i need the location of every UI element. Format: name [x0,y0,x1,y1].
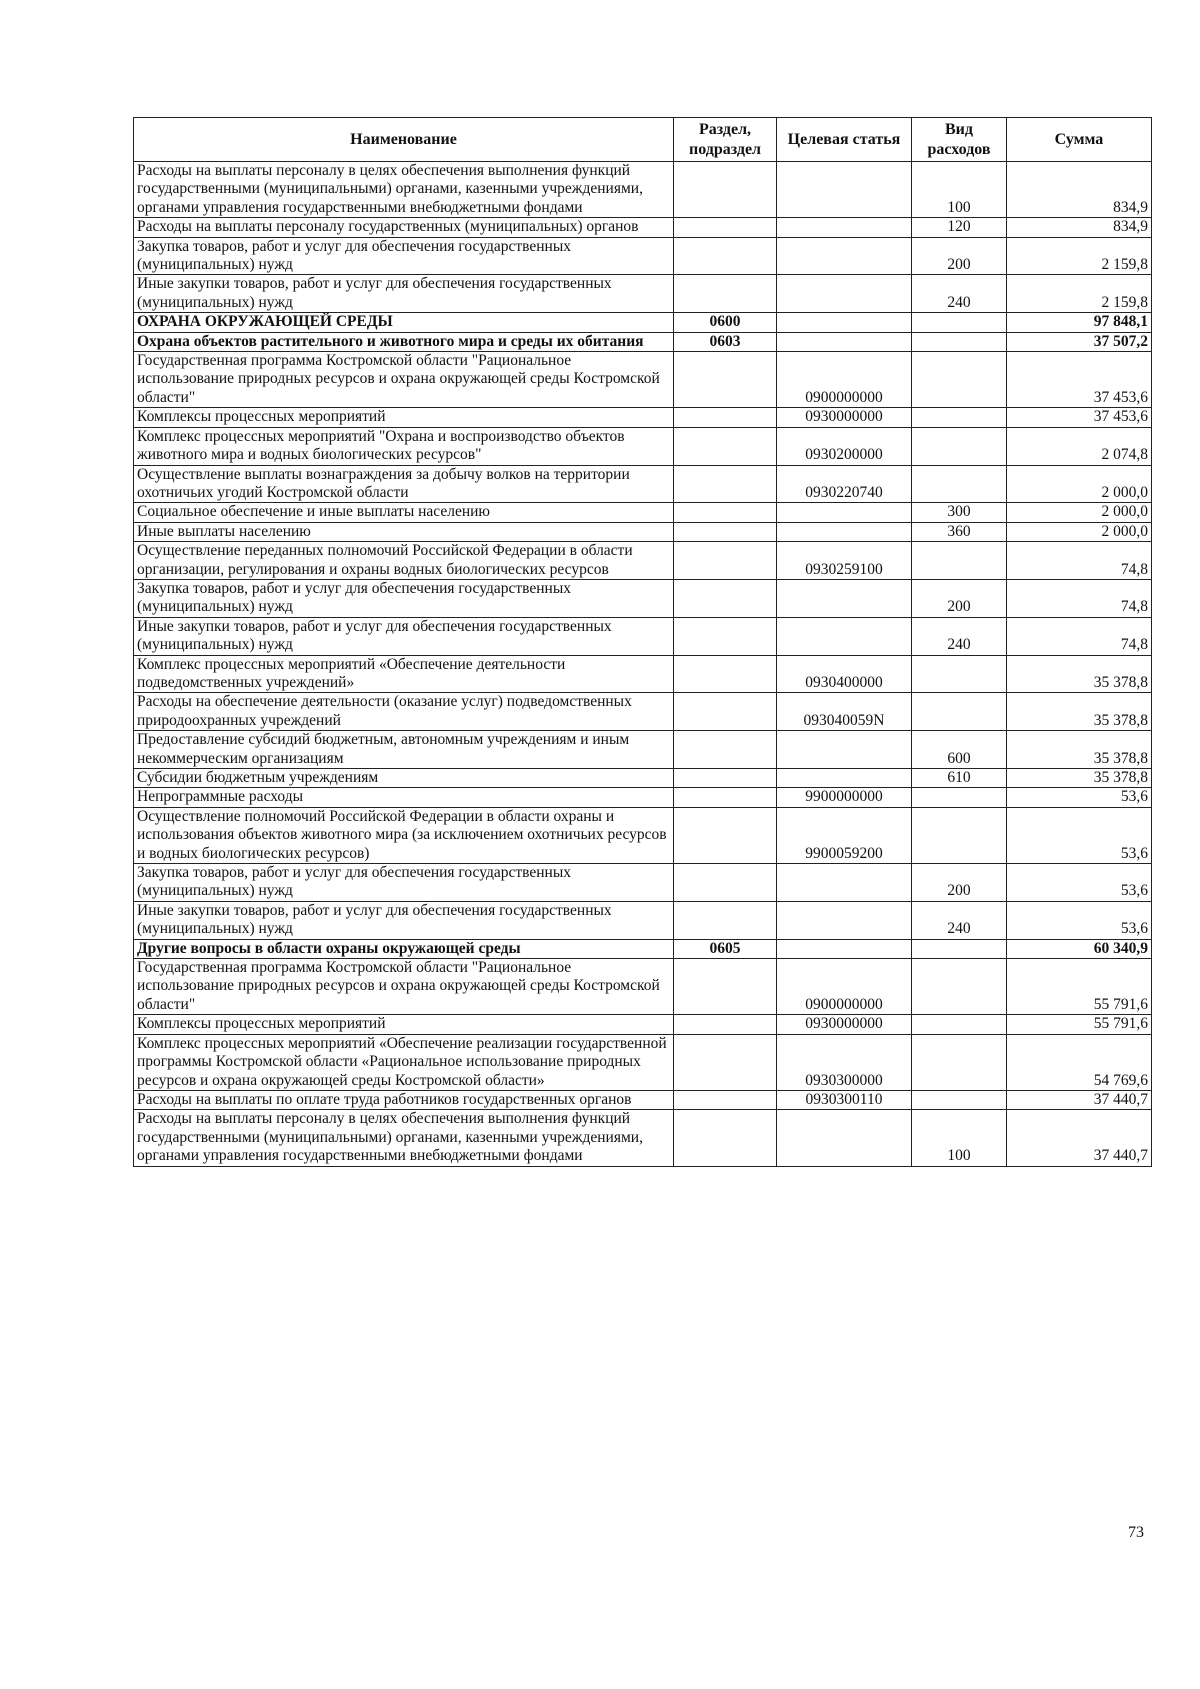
cell-section [674,427,777,465]
cell-section [674,352,777,408]
cell-name: Комплексы процессных мероприятий [134,1015,674,1034]
cell-section [674,218,777,237]
cell-article [777,522,912,541]
cell-kind [912,959,1007,1015]
cell-name: Предоставление субсидий бюджетным, автономным учреждениям и иным некоммерческим организациям [134,731,674,769]
cell-kind: 120 [912,218,1007,237]
table-body [134,162,1152,1167]
cell-section [674,579,777,617]
cell-article: 093040059N [777,693,912,731]
cell-article [777,313,912,332]
cell-kind: 200 [912,579,1007,617]
cell-section [674,1034,777,1090]
table-row [134,1090,1152,1109]
cell-section [674,769,777,788]
table-row [134,731,1152,769]
cell-name: Комплексы процессных мероприятий [134,408,674,427]
table-row [134,693,1152,731]
cell-section [674,731,777,769]
cell-sum: 53,6 [1007,864,1152,902]
cell-name: Непрограммные расходы [134,788,674,807]
cell-article: 0930000000 [777,1015,912,1034]
cell-kind [912,352,1007,408]
cell-name: Иные закупки товаров, работ и услуг для обеспечения государственных (муниципальных) нужд [134,275,674,313]
cell-name: Комплекс процессных мероприятий «Обеспечение деятельности подведомственных учреждений» [134,655,674,693]
cell-kind [912,788,1007,807]
table-row [134,408,1152,427]
cell-section: 0605 [674,939,777,958]
cell-name: Государственная программа Костромской области "Рациональное использование природных ресурсов и охрана окружающей среды Костромской области" [134,352,674,408]
table-row [134,162,1152,218]
cell-section [674,693,777,731]
cell-kind: 100 [912,162,1007,218]
cell-article [777,939,912,958]
cell-name: Осуществление выплаты вознаграждения за добычу волков на территории охотничьих угодий Костромской области [134,465,674,503]
table-row [134,332,1152,351]
cell-sum: 60 340,9 [1007,939,1152,958]
cell-sum: 35 378,8 [1007,769,1152,788]
cell-kind [912,1015,1007,1034]
cell-name: Закупка товаров, работ и услуг для обеспечения государственных (муниципальных) нужд [134,579,674,617]
cell-kind [912,1090,1007,1109]
cell-name: Комплекс процессных мероприятий "Охрана и воспроизводство объектов животного мира и водных биологических ресурсов" [134,427,674,465]
cell-article: 0930300110 [777,1090,912,1109]
header-sum: Сумма [1007,118,1152,162]
table-row [134,522,1152,541]
cell-article [777,769,912,788]
cell-section [674,408,777,427]
cell-sum: 2 074,8 [1007,427,1152,465]
cell-section [674,162,777,218]
cell-article: 9900000000 [777,788,912,807]
table-row [134,1110,1152,1166]
table-row [134,503,1152,522]
table-row [134,427,1152,465]
cell-sum: 2 000,0 [1007,465,1152,503]
cell-kind: 100 [912,1110,1007,1166]
cell-name: Иные закупки товаров, работ и услуг для обеспечения государственных (муниципальных) нужд [134,901,674,939]
cell-sum: 37 507,2 [1007,332,1152,351]
header-kind: Вид расходов [912,118,1007,162]
cell-article [777,162,912,218]
cell-kind: 610 [912,769,1007,788]
cell-sum: 35 378,8 [1007,731,1152,769]
header-name: Наименование [134,118,674,162]
header-section: Раздел, подраздел [674,118,777,162]
cell-kind [912,427,1007,465]
table-row [134,465,1152,503]
cell-section [674,617,777,655]
cell-name: Охрана объектов растительного и животного мира и среды их обитания [134,332,674,351]
cell-section [674,237,777,275]
cell-section [674,959,777,1015]
cell-sum: 55 791,6 [1007,1015,1152,1034]
table-row [134,352,1152,408]
cell-article [777,617,912,655]
cell-sum: 2 159,8 [1007,237,1152,275]
cell-kind [912,313,1007,332]
cell-name: Расходы на выплаты персоналу в целях обеспечения выполнения функций государственными (муниципальными) органами, казенными учреждениями, органами управления государственными внебюджетными фондами [134,1110,674,1166]
cell-name: Социальное обеспечение и иные выплаты населению [134,503,674,522]
cell-sum: 2 000,0 [1007,522,1152,541]
cell-kind [912,332,1007,351]
cell-section [674,465,777,503]
cell-sum: 97 848,1 [1007,313,1152,332]
table-row [134,655,1152,693]
cell-sum: 37 453,6 [1007,352,1152,408]
cell-name: Расходы на выплаты персоналу государственных (муниципальных) органов [134,218,674,237]
cell-name: Другие вопросы в области охраны окружающей среды [134,939,674,958]
table-row [134,807,1152,863]
cell-sum: 54 769,6 [1007,1034,1152,1090]
cell-kind: 600 [912,731,1007,769]
cell-kind: 200 [912,864,1007,902]
cell-article [777,579,912,617]
cell-sum: 35 378,8 [1007,655,1152,693]
cell-kind [912,408,1007,427]
cell-kind: 360 [912,522,1007,541]
cell-name: Расходы на обеспечение деятельности (оказание услуг) подведомственных природоохранных учреждений [134,693,674,731]
budget-table [133,117,1152,1167]
cell-kind [912,693,1007,731]
cell-article [777,237,912,275]
table-row [134,237,1152,275]
table-row [134,542,1152,580]
cell-kind: 200 [912,237,1007,275]
cell-kind [912,807,1007,863]
cell-article [777,1110,912,1166]
cell-article [777,864,912,902]
cell-article [777,275,912,313]
cell-kind [912,939,1007,958]
cell-sum: 37 440,7 [1007,1110,1152,1166]
cell-sum: 74,8 [1007,542,1152,580]
cell-section [674,1090,777,1109]
cell-sum: 834,9 [1007,162,1152,218]
cell-name: ОХРАНА ОКРУЖАЮЩЕЙ СРЕДЫ [134,313,674,332]
cell-sum: 53,6 [1007,788,1152,807]
cell-section [674,1110,777,1166]
cell-article: 0900000000 [777,959,912,1015]
cell-name: Субсидии бюджетным учреждениям [134,769,674,788]
cell-sum: 35 378,8 [1007,693,1152,731]
cell-article: 0900000000 [777,352,912,408]
cell-article: 0930220740 [777,465,912,503]
table-row [134,1015,1152,1034]
cell-kind [912,655,1007,693]
table-row [134,788,1152,807]
cell-name: Осуществление переданных полномочий Российской Федерации в области организации, регулирования и охраны водных биологических ресурсов [134,542,674,580]
cell-kind [912,465,1007,503]
table-row [134,617,1152,655]
cell-section [674,1015,777,1034]
cell-kind: 240 [912,617,1007,655]
cell-kind [912,542,1007,580]
cell-article: 0930400000 [777,655,912,693]
cell-section [674,275,777,313]
header-article: Целевая статья [777,118,912,162]
cell-section [674,901,777,939]
table-row [134,218,1152,237]
cell-section [674,788,777,807]
cell-section [674,542,777,580]
cell-article: 9900059200 [777,807,912,863]
cell-article [777,503,912,522]
cell-article: 0930300000 [777,1034,912,1090]
cell-kind: 300 [912,503,1007,522]
cell-name: Государственная программа Костромской области "Рациональное использование природных ресурсов и охрана окружающей среды Костромской области" [134,959,674,1015]
cell-section: 0600 [674,313,777,332]
cell-name: Расходы на выплаты по оплате труда работников государственных органов [134,1090,674,1109]
cell-section [674,655,777,693]
cell-kind: 240 [912,275,1007,313]
cell-article: 0930000000 [777,408,912,427]
cell-article [777,218,912,237]
cell-sum: 53,6 [1007,807,1152,863]
cell-name: Осуществление полномочий Российской Федерации в области охраны и использования объектов животного мира (за исключением охотничьих ресурсов и водных биологических ресурсов) [134,807,674,863]
cell-section [674,503,777,522]
cell-sum: 37 453,6 [1007,408,1152,427]
table-row [134,769,1152,788]
cell-section: 0603 [674,332,777,351]
cell-name: Закупка товаров, работ и услуг для обеспечения государственных (муниципальных) нужд [134,864,674,902]
cell-kind: 240 [912,901,1007,939]
cell-sum: 55 791,6 [1007,959,1152,1015]
cell-article [777,332,912,351]
cell-kind [912,1034,1007,1090]
table-row [134,959,1152,1015]
cell-section [674,864,777,902]
table-row [134,1034,1152,1090]
cell-sum: 2 159,8 [1007,275,1152,313]
table-row [134,313,1152,332]
table-row [134,901,1152,939]
cell-name: Иные выплаты населению [134,522,674,541]
cell-sum: 2 000,0 [1007,503,1152,522]
cell-sum: 74,8 [1007,579,1152,617]
cell-article: 0930200000 [777,427,912,465]
table-header-row [134,118,1152,162]
page-number: 73 [1128,1524,1144,1541]
cell-name: Комплекс процессных мероприятий «Обеспечение реализации государственной программы Костромской области «Рациональное использование природных ресурсов и охрана окружающей среды Костромской области» [134,1034,674,1090]
cell-sum: 74,8 [1007,617,1152,655]
cell-sum: 53,6 [1007,901,1152,939]
cell-name: Расходы на выплаты персоналу в целях обеспечения выполнения функций государственными (муниципальными) органами, казенными учреждениями, органами управления государственными внебюджетными фондами [134,162,674,218]
cell-article [777,901,912,939]
cell-article [777,731,912,769]
cell-section [674,522,777,541]
cell-article: 0930259100 [777,542,912,580]
cell-section [674,807,777,863]
cell-sum: 834,9 [1007,218,1152,237]
table-row [134,939,1152,958]
table-row [134,864,1152,902]
table-row [134,275,1152,313]
cell-name: Иные закупки товаров, работ и услуг для обеспечения государственных (муниципальных) нужд [134,617,674,655]
cell-sum: 37 440,7 [1007,1090,1152,1109]
cell-name: Закупка товаров, работ и услуг для обеспечения государственных (муниципальных) нужд [134,237,674,275]
table-row [134,579,1152,617]
